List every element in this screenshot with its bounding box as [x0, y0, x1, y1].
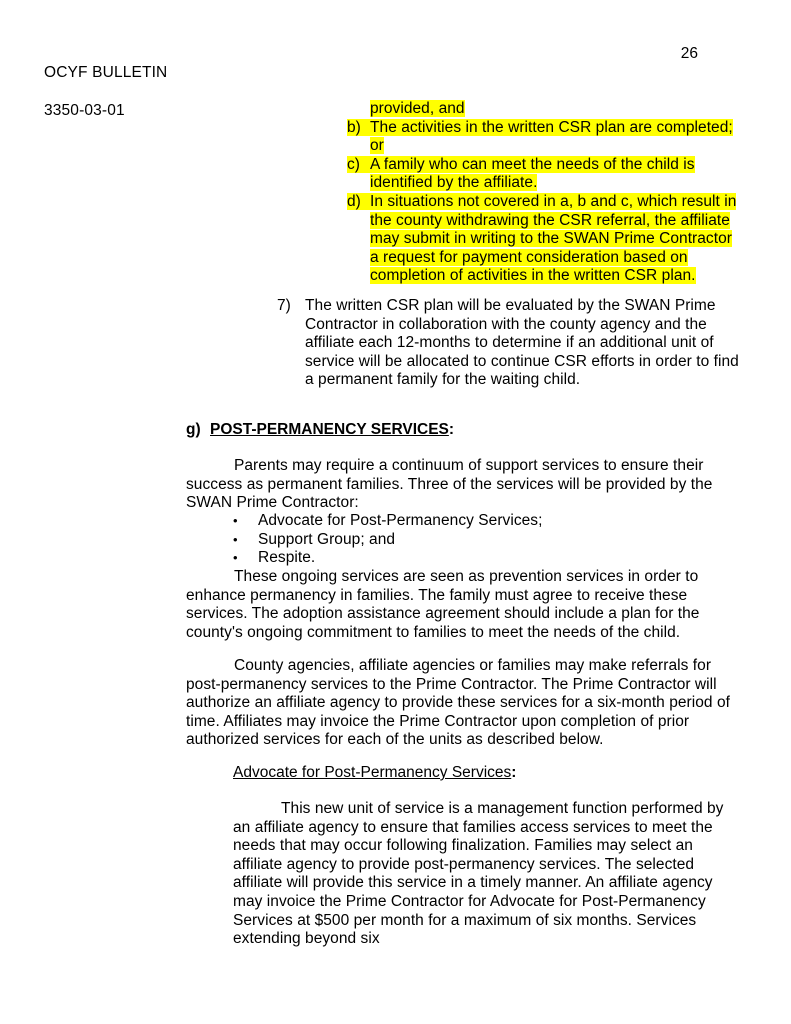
list-line-text: or: [370, 137, 384, 155]
bullet-label: Support Group; and: [258, 530, 396, 548]
list-line-text: In situations not covered in a, b and c, which result in: [370, 192, 737, 210]
section-heading-post-permanency: [186, 421, 454, 440]
list-line-text: completion of activities in the written CSR plan.: [370, 267, 696, 285]
list-item: [347, 156, 747, 175]
list-line-text: The activities in the written CSR plan are completed;: [370, 118, 733, 136]
section-marker: g): [186, 421, 201, 438]
highlighted-list: [347, 100, 747, 286]
list-line-text: identified by the affiliate.: [370, 174, 538, 192]
subheading-advocate-for-post-permanency-services: [233, 764, 516, 783]
paragraph-text: These ongoing services are seen as prevention services in order to enhance permanency in families. The family must agree to receive these services. The adoption assistance agreement should include a plan for the county's ongoing commitment to families to meet the needs of the child.: [186, 568, 700, 641]
section-colon: :: [448, 421, 455, 438]
section-title: POST-PERMANENCY SERVICES: [210, 421, 449, 438]
bullet-icon: •: [233, 513, 238, 528]
bullet-icon: •: [233, 550, 238, 566]
list-line-body: [347, 156, 695, 173]
list-item: [347, 119, 747, 138]
list-item: [233, 531, 633, 550]
paragraph-these-ongoing-services: [186, 568, 739, 642]
page-number: 26: [680, 45, 698, 62]
list-marker: d): [347, 192, 361, 210]
bulletin-number: 3350-03-01: [44, 102, 125, 119]
list-item: [347, 249, 747, 268]
subheading-colon: :: [511, 764, 517, 781]
paragraph-this-new-unit: [233, 800, 739, 949]
numbered-list-item-7: [277, 297, 747, 390]
list-line-text: A family who can meet the needs of the child is: [370, 155, 695, 173]
bullet-label: Advocate for Post-Permanency Services;: [258, 512, 543, 529]
list-item: [347, 100, 747, 119]
subheading-title: Advocate for Post-Permanency Services: [233, 764, 512, 781]
bulletin-identifier: [44, 44, 167, 139]
list-line-body: [347, 193, 736, 210]
service-bullet-list: [233, 512, 633, 568]
numbered-row: [277, 297, 747, 390]
bullet-icon: •: [233, 531, 238, 547]
list-line-text: may submit in writing to the SWAN Prime Contractor: [370, 230, 732, 248]
paragraph-parents: [186, 457, 739, 513]
numbered-marker: 7): [277, 297, 291, 314]
paragraph-text: County agencies, affiliate agencies or families may make referrals for post-permanency services to the Prime Contractor. The Prime Contractor will authorize an affiliate agency to provide these services for a six-month period of time. Affiliates may invoice the Prime Contractor upon completion of prior authorized services for each of the units as described below.: [186, 657, 730, 749]
list-item: [233, 549, 633, 568]
list-line-body: [347, 119, 733, 136]
list-item: [347, 267, 747, 286]
paragraph-text: This new unit of service is a management function performed by an affiliate agency to ensure that families access services to meet the needs that may occur following finalization. Families may select an affiliate agency to provide post-permanency services. The selected affiliate will provide this service in a timely manner. An affiliate agency may invoice the Prime Contractor for Advocate for Post-Permanency Services at $500 per month for a maximum of six months. Services extending beyond six: [233, 800, 724, 948]
list-item: [347, 174, 747, 193]
bullet-label: Respite.: [258, 549, 316, 567]
numbered-text: The written CSR plan will be evaluated by the SWAN Prime Contractor in collaboration with the county agency and the affiliate each 12-months to determine if an additional unit of service will be allocated to continue CSR efforts in order to find a permanent family for the waiting child.: [305, 297, 739, 389]
paragraph-county-agencies: [186, 657, 739, 750]
list-marker: c): [347, 155, 361, 173]
list-line-text: provided, and: [370, 100, 465, 117]
list-item: [347, 212, 747, 231]
paragraph-text: Parents may require a continuum of support services to ensure their success as permanent families. Three of the services will be provided by the SWAN Prime Contractor:: [186, 457, 713, 512]
list-item: [347, 193, 747, 212]
bulletin-title: OCYF BULLETIN: [44, 64, 168, 81]
list-item: [233, 512, 633, 531]
list-item: [347, 137, 747, 156]
list-line-text: the county withdrawing the CSR referral, the affiliate: [370, 211, 730, 229]
list-item: [347, 230, 747, 249]
list-marker: b): [347, 118, 361, 136]
list-line-text: a request for payment consideration based on: [370, 248, 688, 266]
